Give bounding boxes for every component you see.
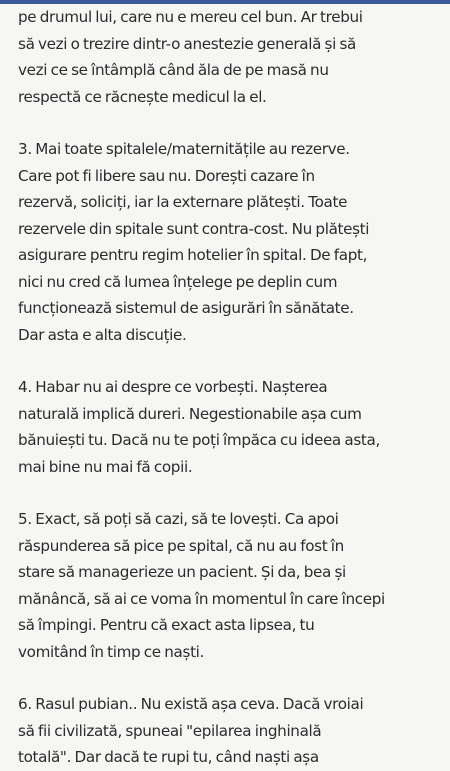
post-paragraph-point-3: 3. Mai toate spitalele/maternitățile au rezerve. Care pot fi libere sau nu. Dorești cazare în rezervă, soliciți, iar la externare plătești. Toate rezervele din spitale sunt contra-cost. Nu plătești asigurare pentru regim hotelier în spital. De fapt, nici nu cred că lumea înțelege pe deplin cum funcționează sistemul de asigurări în sănătate. Dar asta e alta discuție. xyxy=(18,140,370,344)
post-paragraph-continuation: pe drumul lui, care nu e mereu cel bun. Ar trebui să vezi o trezire dintr-o anestezie generală și să vezi ce se întâmplă când ăla de pe masă nu respectă ce răcnește medicul la el. xyxy=(18,8,363,106)
post-text-body xyxy=(18,4,446,771)
post-paragraph-point-5: 5. Exact, să poți să cazi, să te lovești. Ca apoi răspunderea să pice pe spital, că nu au fost în stare să managerieze un pacient. Și da, bea și mănâncă, să ai ce voma în momentul în care începi să împingi. Pentru că exact asta lipsea, tu vomitând în timp ce naști. xyxy=(18,510,385,661)
post-paragraph-point-6: 6. Rasul pubian.. Nu există așa ceva. Dacă vroiai să fii civilizată, spuneai "epilarea inghinală totală". Dar dacă te rupi tu, când naști așa xyxy=(18,695,364,766)
post-paragraph-point-4: 4. Habar nu ai despre ce vorbești. Nașterea naturală implică dureri. Negestionabile așa cum bănuiești tu. Dacă nu te poți împăca cu ideea asta, mai bine nu mai fă copii. xyxy=(18,378,380,476)
